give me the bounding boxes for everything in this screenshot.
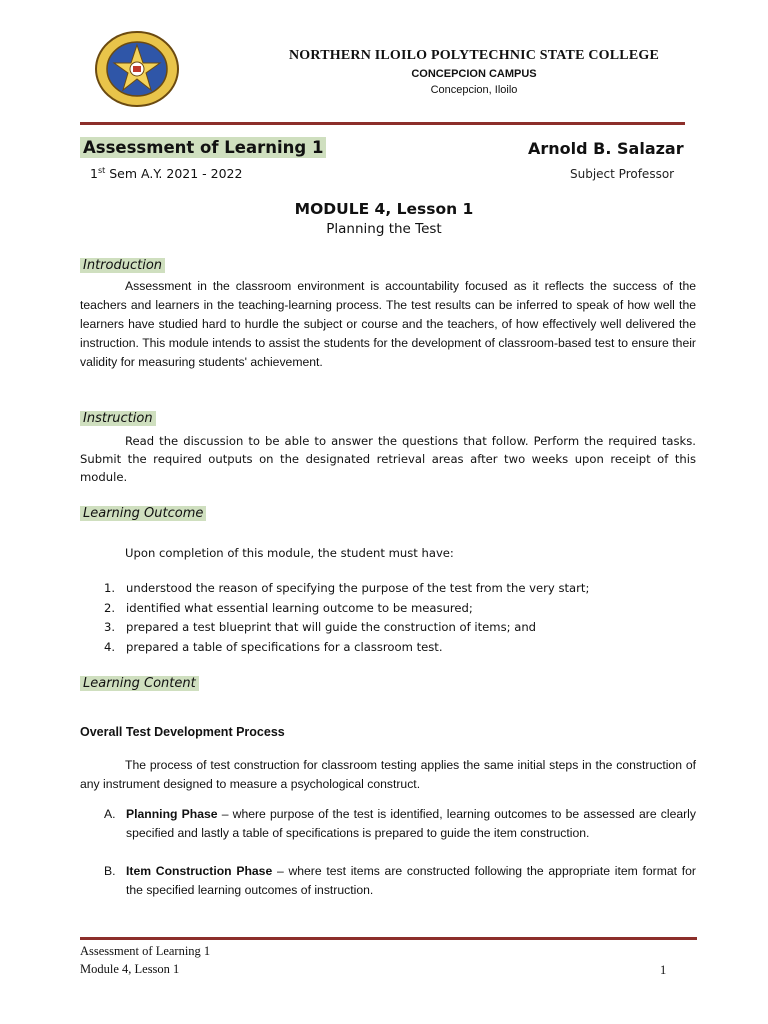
list-item-text: prepared a test blueprint that will guide the construction of items; and	[126, 620, 537, 634]
introduction-paragraph: Assessment in the classroom environment is accountability focused as it reflects the success of the teachers and learners in the teaching-learning process. The test results can be inferred to speak of how well the learners have studied hard to hurdle the subject or course and the teachers, of how effectively well delivered the instruction. This module intends to assist the students for the development of classroom-based test to ensure their validity for measuring students' achievement.	[80, 279, 696, 369]
phase-name: Planning Phase	[126, 807, 218, 821]
list-item	[104, 599, 694, 619]
professor-name: Arnold B. Salazar	[528, 139, 684, 158]
campus-name: CONCEPCION CAMPUS	[411, 68, 537, 80]
professor-role: Subject Professor	[570, 167, 675, 181]
phase-body	[126, 862, 696, 900]
list-item-text: prepared a table of specifications for a classroom test.	[126, 639, 443, 654]
course-title	[80, 138, 326, 157]
list-item-number: 3.	[104, 620, 116, 634]
phase-text: – where test items are constructed following the appropriate item format for the specified learning outcomes of instruction.	[126, 864, 696, 897]
college-seal-logo	[94, 30, 180, 108]
introduction-heading	[80, 258, 165, 273]
list-item-number: 1.	[104, 581, 116, 595]
semester-ordinal: 1	[90, 166, 98, 182]
phase-letter: A.	[104, 807, 116, 821]
letterhead	[180, 48, 768, 96]
learning-content-paragraph: The process of test construction for classroom testing applies the same initial steps in the construction of any instrument designed to measure a psychological construct.	[80, 758, 696, 791]
footer-course: Assessment of Learning 1	[80, 944, 211, 958]
introduction-heading-text: Introduction	[80, 258, 165, 273]
course-title-text: Assessment of Learning 1	[80, 137, 326, 158]
campus-location: Concepcion, Iloilo	[430, 84, 518, 96]
list-item	[104, 618, 694, 638]
phase-letter: B.	[104, 864, 116, 878]
footer-module: Module 4, Lesson 1	[80, 962, 180, 976]
learning-outcome-heading-text: Learning Outcome	[80, 506, 206, 521]
instruction-heading-text: Instruction	[80, 411, 156, 426]
instruction-heading	[80, 411, 156, 426]
learning-outcome-heading	[80, 506, 206, 521]
phase-body	[126, 805, 696, 843]
semester-line	[90, 166, 242, 181]
learning-content-heading-text: Learning Content	[80, 676, 199, 691]
semester-suffix: st	[97, 166, 106, 175]
module-title: MODULE 4, Lesson 1	[294, 200, 474, 218]
semester-year: Sem A.Y. 2021 - 2022	[109, 166, 243, 182]
list-item-number: 2.	[104, 600, 116, 615]
learning-outcome-lead: Upon completion of this module, the student must have:	[125, 546, 454, 560]
instruction-paragraph: Read the discussion to be able to answer the questions that follow. Perform the required tasks. Submit the required outputs on the designated retrieval areas after two weeks upon receipt of this module.	[80, 434, 696, 484]
list-item-number: 4.	[104, 639, 116, 654]
page-number: 1	[660, 963, 667, 977]
list-item	[104, 638, 694, 658]
lesson-title: Planning the Test	[326, 221, 442, 237]
header-rule	[80, 122, 685, 125]
phase-name: Item Construction Phase	[126, 864, 273, 878]
footer-rule	[80, 937, 697, 940]
list-item-text: identified what essential learning outcome to be measured;	[126, 600, 473, 615]
list-item-text: understood the reason of specifying the purpose of the test from the very start;	[126, 581, 590, 595]
phase-item	[80, 805, 696, 843]
phase-item	[80, 862, 696, 900]
list-item	[104, 579, 694, 599]
college-name: NORTHERN ILOILO POLYTECHNIC STATE COLLEGE	[289, 48, 659, 63]
learning-content-heading	[80, 676, 199, 691]
overall-test-development-heading: Overall Test Development Process	[80, 725, 285, 739]
learning-outcome-list	[104, 579, 694, 657]
phase-text: – where purpose of the test is identified, learning outcomes to be assessed are clearly specified and lastly a table of specifications is prepared to guide the item construction.	[126, 807, 696, 840]
